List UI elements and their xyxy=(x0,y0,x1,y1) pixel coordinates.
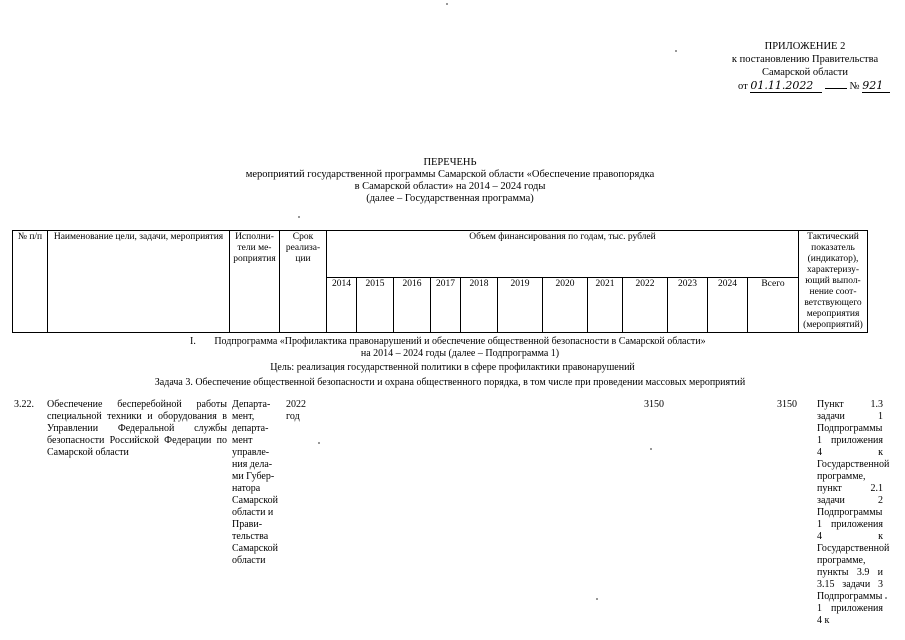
row-amount-2022: 3150 xyxy=(644,399,664,410)
header-table xyxy=(12,230,868,333)
year-header-2018: 2018 xyxy=(461,277,498,332)
title-line-3: (далее – Государственная программа) xyxy=(366,193,534,204)
year-header-2020: 2020 xyxy=(543,277,588,332)
title-heading: ПЕРЕЧЕНЬ xyxy=(423,157,477,168)
col-name-header: Наименование цели, задачи, мероприятия xyxy=(48,231,230,333)
title-line-2: в Самарской области» на 2014 – 2024 годы xyxy=(354,181,546,192)
appendix-line-2: Самарской области xyxy=(762,67,848,78)
scan-speck xyxy=(650,448,652,450)
year-header-2016: 2016 xyxy=(394,277,431,332)
appendix-date-line xyxy=(720,79,890,93)
goal-line: Цель: реализация государственной политики в сфере профилактики правонарушений xyxy=(270,362,635,373)
col-num-header: № п/п xyxy=(13,231,48,333)
appendix-line-1: к постановлению Правительства xyxy=(731,54,879,65)
col-indicator-header: Тактический показатель (индикатор), характеризу- ющий выпол- нение соот- ветствующего мероприятия (мероприятий) xyxy=(799,231,868,333)
task-line: Задача 3. Обеспечение общественной безопасности и охрана общественного порядка, в том числе при проведении массовых мероприятий xyxy=(154,377,746,388)
total-header: Всего xyxy=(748,277,799,332)
year-header-2022: 2022 xyxy=(623,277,668,332)
appendix-title: ПРИЛОЖЕНИЕ 2 xyxy=(764,41,846,52)
scan-speck xyxy=(318,442,320,444)
scan-speck xyxy=(675,50,677,52)
section-number: I. xyxy=(190,336,196,347)
row-name: Обеспечение бесперебойной работы специальной техники и оборудования в Управлении Федеральной службы безопасности Российской Федерации по Самарской области xyxy=(47,399,227,458)
number-value: 921 xyxy=(862,79,890,93)
row-term: 2022 год xyxy=(286,399,306,422)
scan-speck xyxy=(885,597,887,599)
date-prefix: от xyxy=(738,81,748,92)
scan-speck xyxy=(298,216,300,218)
year-header-2023: 2023 xyxy=(668,277,708,332)
title-line-1: мероприятий государственной программы Самарской области «Обеспечение правопорядка xyxy=(245,169,655,180)
year-header-2017: 2017 xyxy=(431,277,461,332)
year-header-2024: 2024 xyxy=(708,277,748,332)
year-header-2021: 2021 xyxy=(588,277,623,332)
section-line-2: на 2014 – 2024 годы (далее – Подпрограмма 1) xyxy=(360,348,560,359)
row-number: 3.22. xyxy=(14,399,34,410)
row-total: 3150 xyxy=(777,399,797,410)
col-executors-header: Исполни- тели ме- роприятия xyxy=(230,231,280,333)
number-prefix: № xyxy=(849,81,860,92)
row-executor: Департа- мент, департа- мент управле- ния дела- ми Губер- натора Самарской области и Прави- тельства Самарской области xyxy=(232,399,278,566)
section-line-1: Подпрограмма «Профилактика правонарушений и обеспечение общественной безопасности в Самарской области» xyxy=(214,336,706,347)
col-funding-header: Объем финансирования по годам, тыс. рублей xyxy=(327,231,799,278)
appendix-block xyxy=(720,40,890,93)
section-title xyxy=(180,336,740,360)
year-header-2019: 2019 xyxy=(498,277,543,332)
year-header-2015: 2015 xyxy=(357,277,394,332)
date-underline xyxy=(825,88,847,89)
scan-speck xyxy=(446,3,448,5)
col-term-header: Срок реализа- ции xyxy=(280,231,327,333)
date-value: 01.11.2022 xyxy=(750,79,822,93)
row-indicator: Пункт 1.3 задачи 1 Подпрограммы 1 приложения 4 к Государственной программе, пункт 2.1 задачи 2 Подпрограммы 1 приложения 4 к Государственной программе, пункты 3.9 и 3.15 задачи 3 Подпрограммы 1 приложения 4 к xyxy=(817,399,890,626)
scan-speck xyxy=(596,598,598,600)
year-header-2014: 2014 xyxy=(327,277,357,332)
document-title xyxy=(200,157,700,205)
